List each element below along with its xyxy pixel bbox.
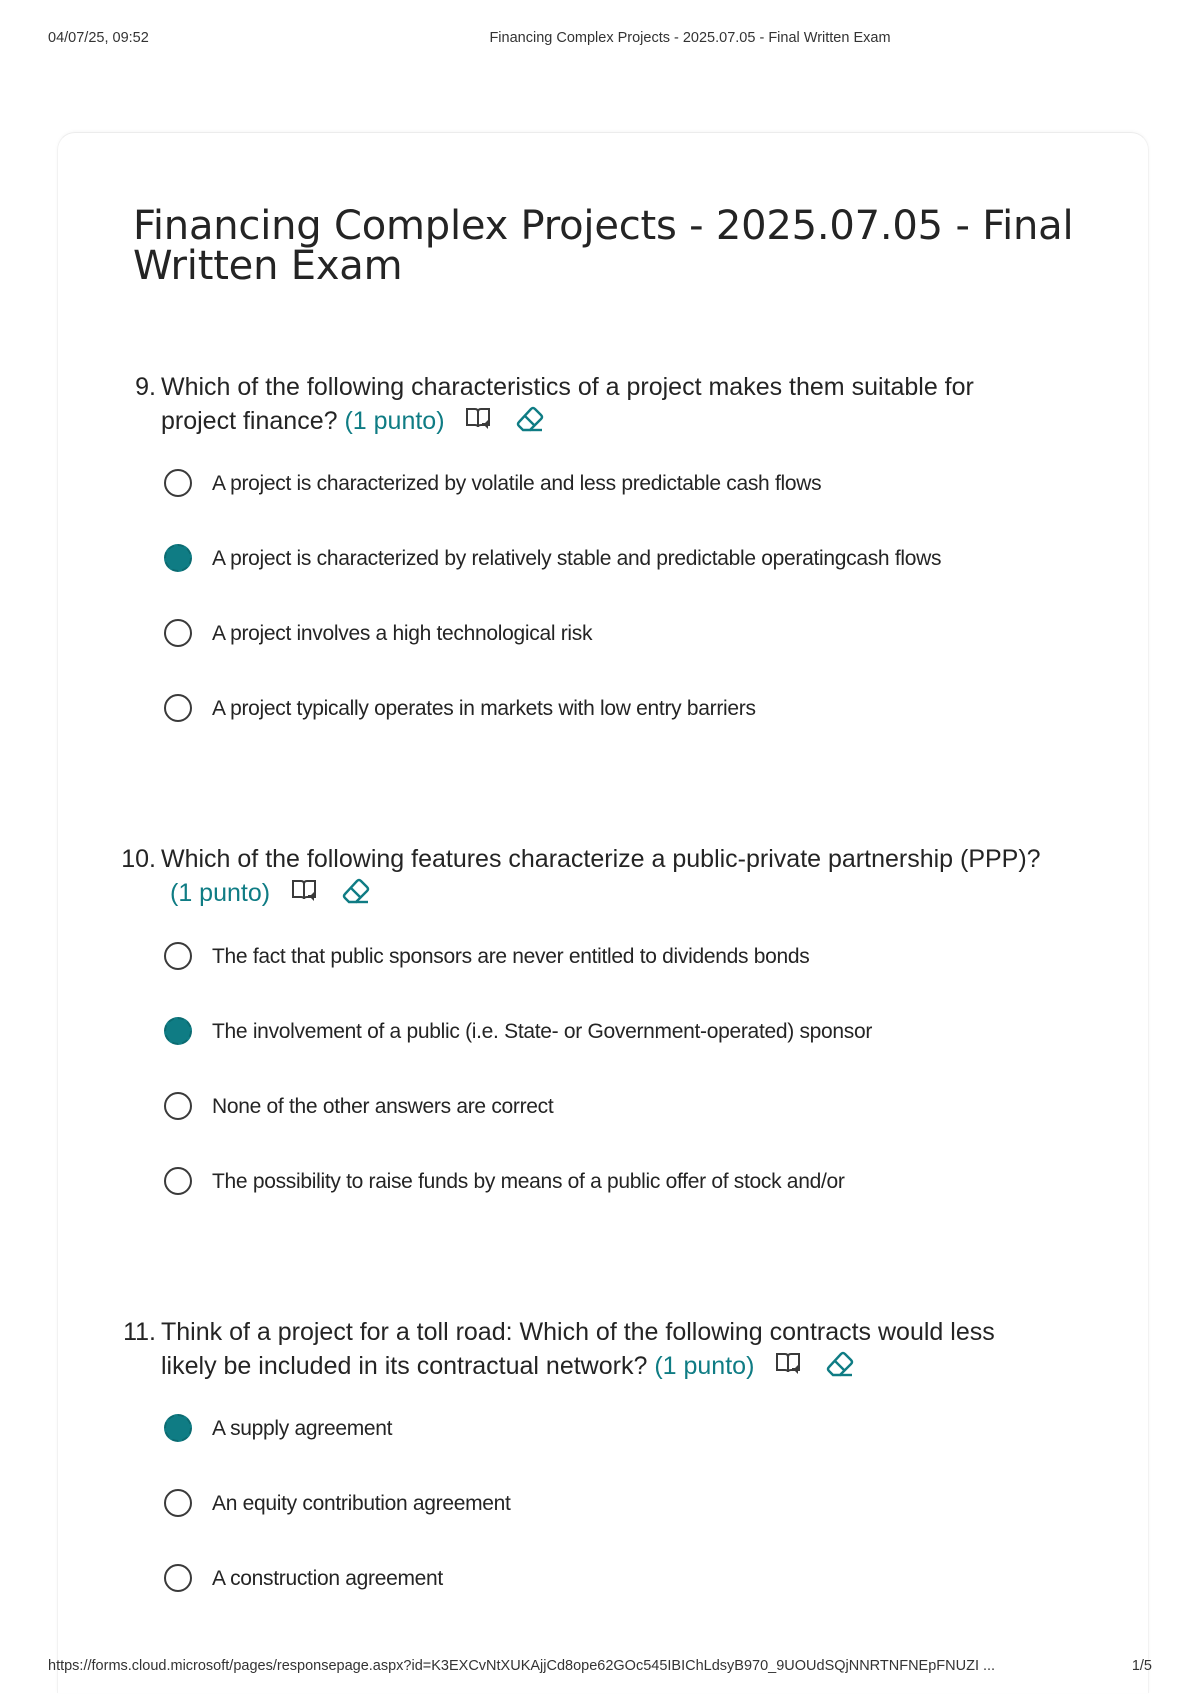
option-label: A project typically operates in markets with low entry barriers bbox=[212, 697, 756, 720]
radio-button[interactable] bbox=[164, 619, 192, 647]
print-header bbox=[0, 30, 1200, 50]
page-number: 1/5 bbox=[1131, 1658, 1152, 1674]
points-label: (1 punto) bbox=[654, 1352, 755, 1381]
immersive-reader-icon[interactable] bbox=[291, 877, 319, 912]
radio-button-selected[interactable] bbox=[164, 1017, 192, 1045]
question-number: 10. bbox=[121, 845, 156, 873]
eraser-icon[interactable] bbox=[340, 875, 372, 914]
option-label: A construction agreement bbox=[212, 1567, 443, 1590]
option-label: The fact that public sponsors are never entitled to dividends bonds bbox=[212, 945, 810, 968]
option-label: A project is characterized by relatively stable and predictable operatingcash flows bbox=[212, 547, 942, 570]
question-text bbox=[161, 1315, 1061, 1387]
radio-button-selected[interactable] bbox=[164, 1414, 192, 1442]
option-label: A supply agreement bbox=[212, 1417, 393, 1440]
points-label: (1 punto) bbox=[170, 879, 271, 908]
radio-button[interactable] bbox=[164, 1489, 192, 1517]
print-datetime: 04/07/25, 09:52 bbox=[48, 30, 149, 46]
immersive-reader-icon[interactable] bbox=[465, 405, 493, 440]
immersive-reader-icon[interactable] bbox=[775, 1350, 803, 1385]
print-doc-title: Financing Complex Projects - 2025.07.05 - Final Written Exam bbox=[489, 30, 891, 46]
option-label: The possibility to raise funds by means of a public offer of stock and/or bbox=[212, 1170, 845, 1193]
question-number: 9. bbox=[135, 373, 156, 401]
radio-button[interactable] bbox=[164, 1564, 192, 1592]
form-title: Financing Complex Projects - 2025.07.05 - Final Written Exam bbox=[133, 203, 1074, 289]
question-number: 11. bbox=[123, 1318, 156, 1346]
option-label: An equity contribution agreement bbox=[212, 1492, 511, 1515]
question-text-line: likely be included in its contractual network? bbox=[161, 1352, 648, 1381]
question-text-line: Which of the following characteristics of a project makes them suitable for bbox=[161, 373, 974, 401]
print-url: https://forms.cloud.microsoft/pages/responsepage.aspx?id=K3EXCvNtXUKAjjCd8ope62GOc545IBIChLdsyB970_9UOUdSQjNNRTNFNEpFNUZI ... bbox=[48, 1658, 996, 1674]
question-text-line: Think of a project for a toll road: Which of the following contracts would less bbox=[161, 1318, 995, 1346]
radio-button[interactable] bbox=[164, 1092, 192, 1120]
question-text-line: project finance? bbox=[161, 407, 338, 436]
option-label: The involvement of a public (i.e. State- or Government-operated) sponsor bbox=[212, 1020, 873, 1043]
points-label: (1 punto) bbox=[344, 407, 445, 436]
radio-button[interactable] bbox=[164, 942, 192, 970]
radio-button[interactable] bbox=[164, 1167, 192, 1195]
option-label: None of the other answers are correct bbox=[212, 1095, 554, 1118]
option-label: A project involves a high technological risk bbox=[212, 622, 593, 645]
radio-button[interactable] bbox=[164, 694, 192, 722]
radio-button[interactable] bbox=[164, 469, 192, 497]
question-text-line: Which of the following features characterize a public-private partnership (PPP)? bbox=[161, 845, 1041, 873]
radio-button-selected[interactable] bbox=[164, 544, 192, 572]
eraser-icon[interactable] bbox=[824, 1348, 856, 1387]
question-text bbox=[161, 370, 1061, 442]
eraser-icon[interactable] bbox=[514, 403, 546, 442]
option-label: A project is characterized by volatile and less predictable cash flows bbox=[212, 472, 822, 495]
question-text bbox=[161, 842, 1061, 914]
